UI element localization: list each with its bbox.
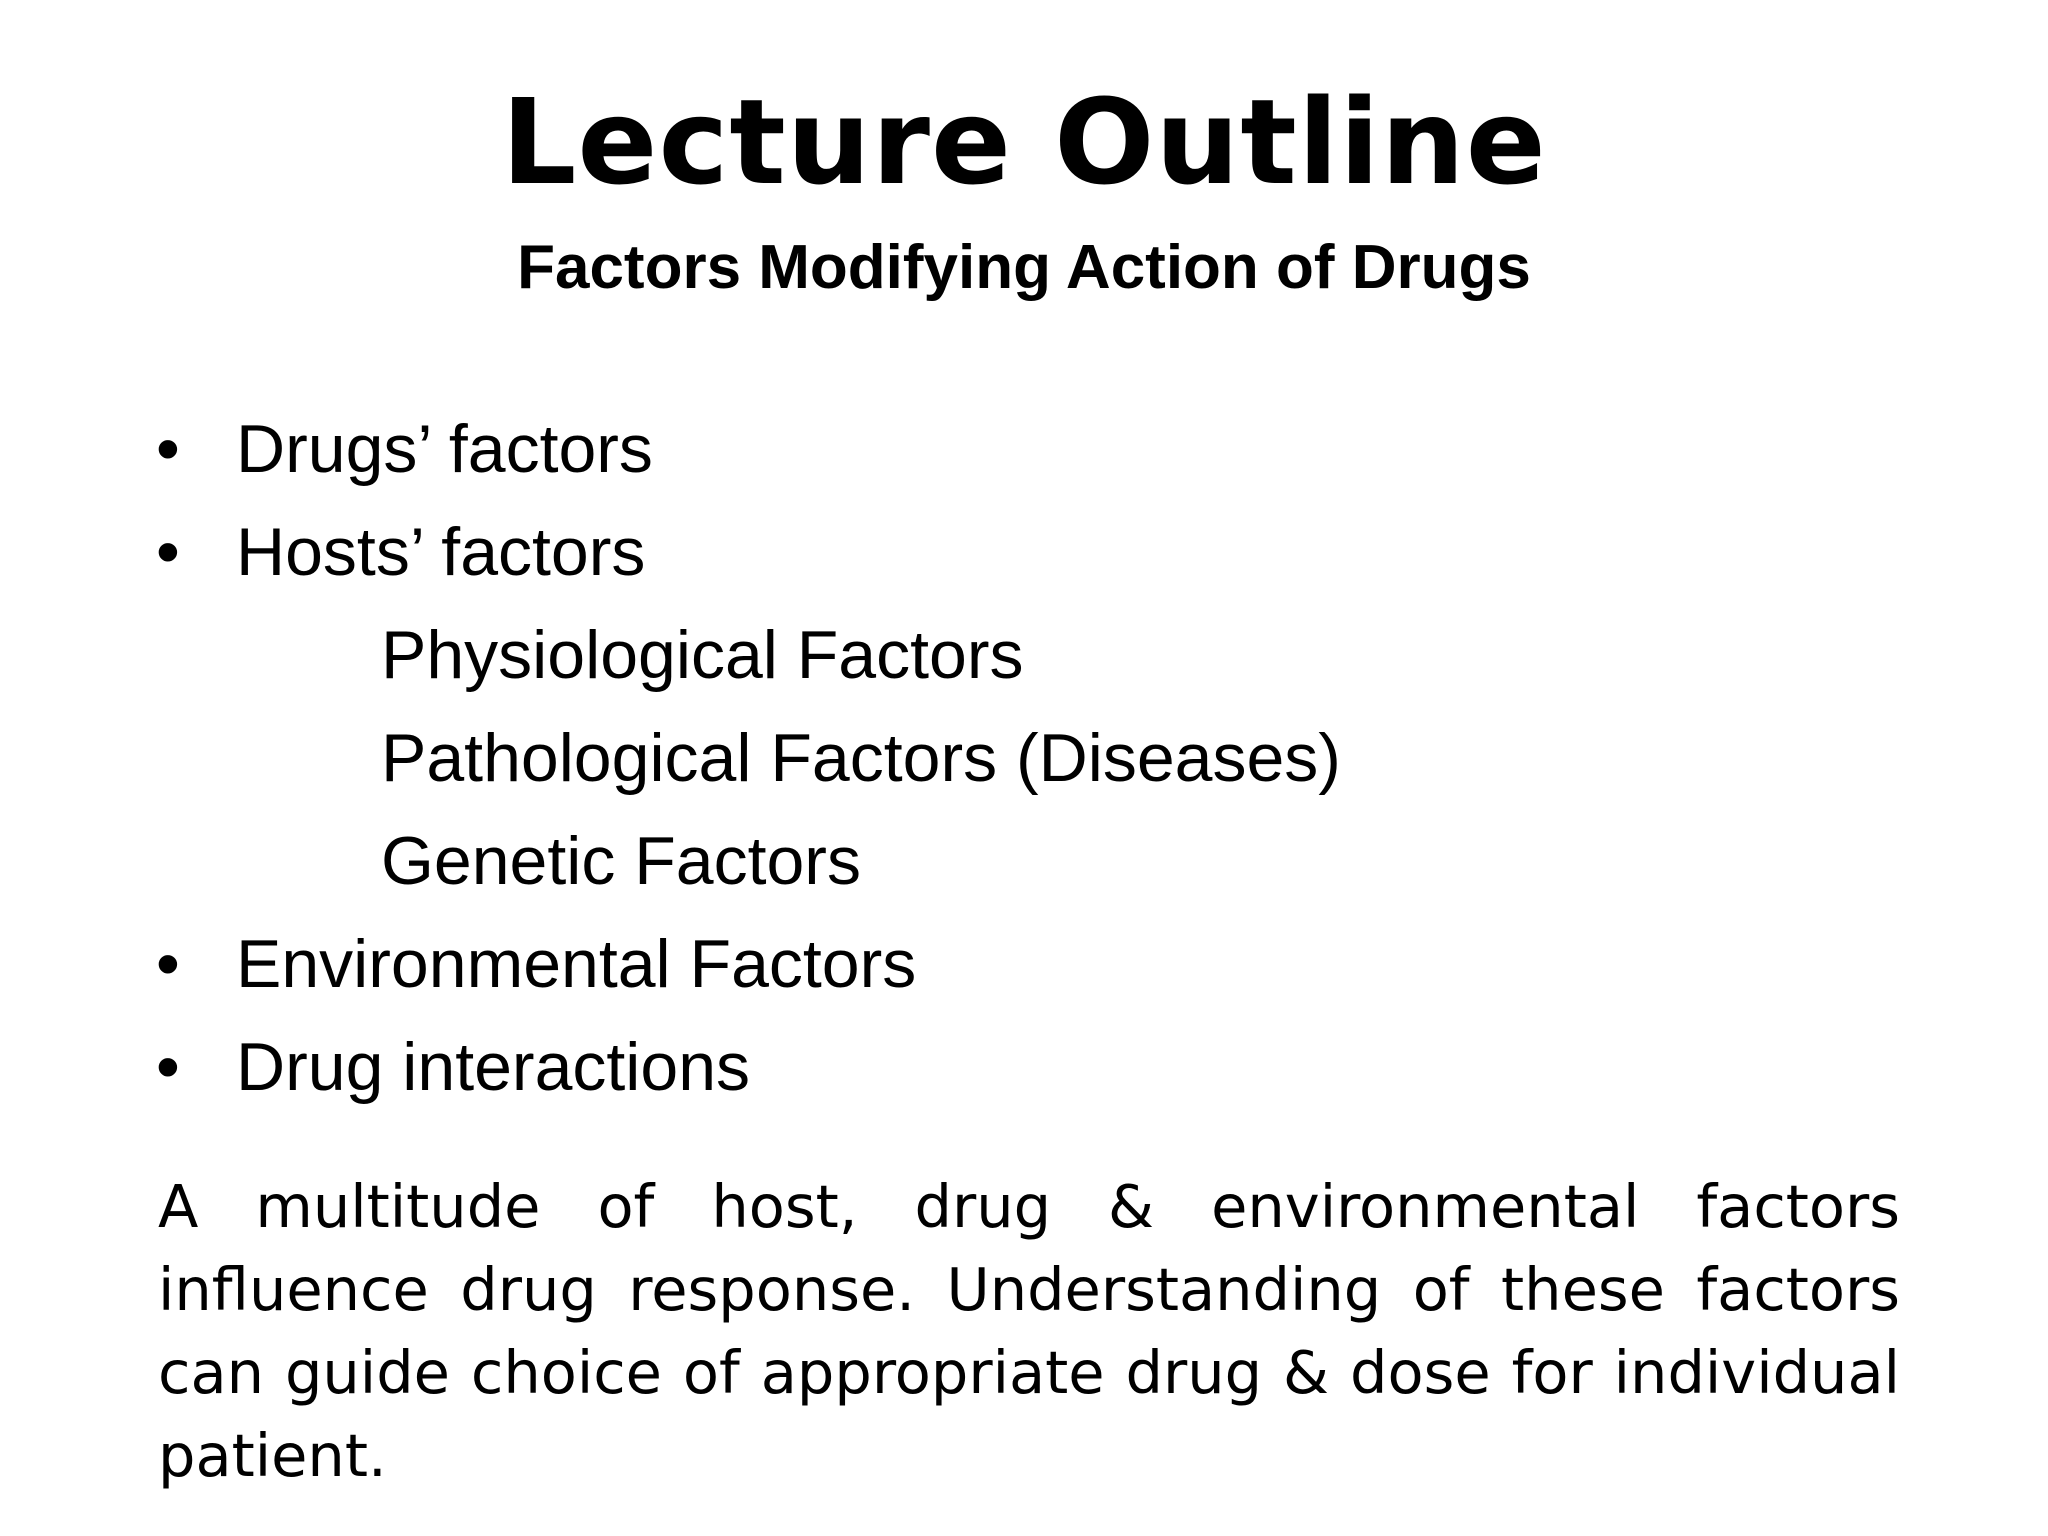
outline-subitem-pathological [156, 707, 1916, 810]
outline-item-label: Drugs’ factors [236, 411, 653, 487]
outline-item-drugs-factors [156, 398, 1916, 501]
outline-item-drug-interactions [156, 1016, 1916, 1119]
slide-title: Lecture Outline [501, 73, 1547, 211]
bullet-icon: • [156, 1029, 180, 1105]
outline-item-environmental [156, 913, 1916, 1016]
outline-item-hosts-factors [156, 501, 1916, 604]
bullet-icon: • [156, 411, 180, 487]
outline-item-label: Drug interactions [236, 1029, 751, 1105]
bullet-icon: • [156, 926, 180, 1002]
outline-subitem-label: Physiological Factors [381, 617, 1024, 693]
outline-subitem-label: Pathological Factors (Diseases) [381, 720, 1341, 796]
outline-subitem-physiological [156, 604, 1916, 707]
outline-item-label: Environmental Factors [236, 926, 917, 1002]
outline-subitem-label: Genetic Factors [381, 823, 861, 899]
slide-subtitle: Factors Modifying Action of Drugs [517, 233, 1531, 302]
bullet-icon: • [156, 514, 180, 590]
outline-item-label: Hosts’ factors [236, 514, 646, 590]
outline-subitem-genetic [156, 810, 1916, 913]
summary-paragraph: A multitude of host, drug & environmental factors influence drug response. Understanding of these factors can guide choice of appropriate drug & dose for individual patient. [158, 1172, 1900, 1490]
outline-list [156, 398, 1916, 1119]
